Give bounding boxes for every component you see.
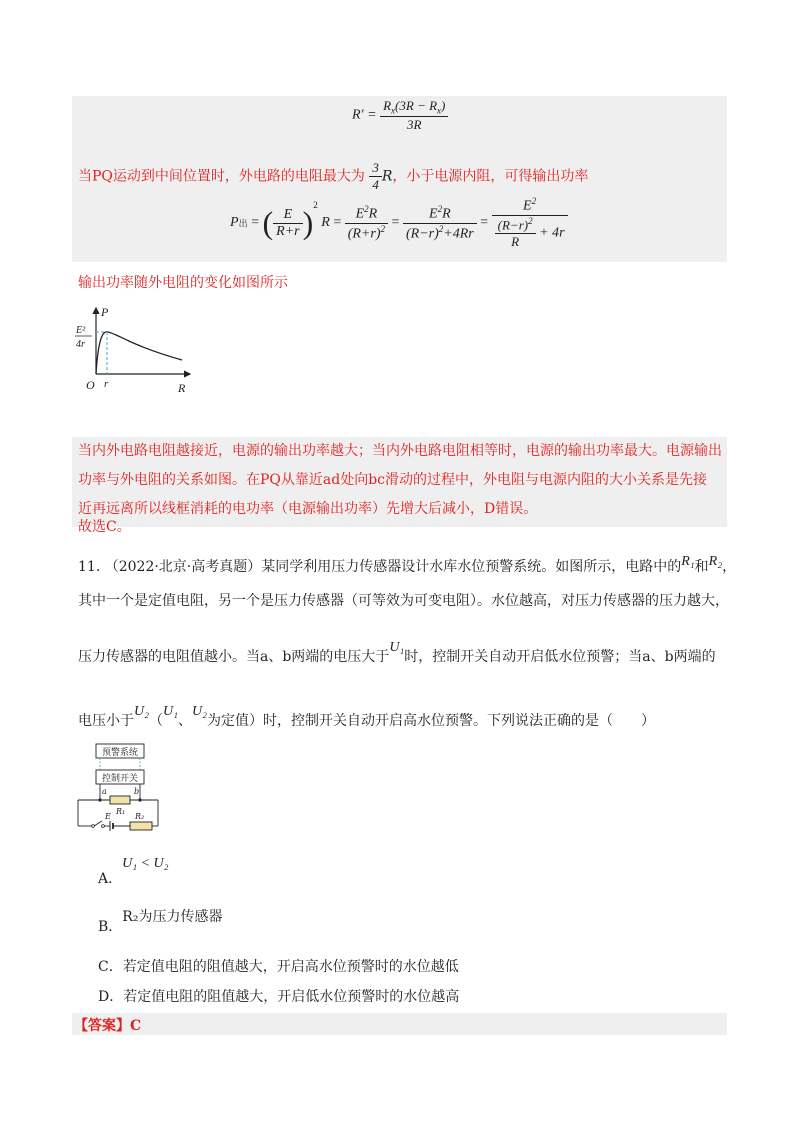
control-switch-label: 控制开关 (101, 774, 139, 784)
option-c-text: 若定值电阻的阻值越大，开启高水位预警时的水位越低 (122, 959, 459, 975)
question-number: 11. (78, 559, 101, 575)
option-b[interactable] (98, 906, 222, 936)
mid-frac-num: 3 (369, 160, 382, 177)
resistor-r1-label: R₁ (116, 807, 126, 816)
option-a-text: U₁ < U₂ (122, 856, 169, 871)
solution-mid-text: 当PQ运动到中间位置时，外电路的电阻最大为 (78, 168, 365, 185)
question-line4-b: （ (148, 713, 163, 729)
answer-line (74, 1015, 141, 1035)
question-line-1: 11. （2022·北京·高考真题）某同学利用压力传感器设计水库水位预警系统。如图所示，电路中的R₁和R₂， (78, 554, 737, 575)
symbol-u2-b: U₂ (191, 704, 207, 719)
power-resistance-graph (72, 302, 202, 402)
resistor-r1 (110, 796, 130, 804)
option-d[interactable] (98, 986, 459, 1006)
mid-frac-den: 4 (372, 177, 379, 192)
question-line1-b: 和 (694, 559, 709, 575)
conclusion-text: 故选C。 (78, 519, 131, 535)
graph-r-mark: r (104, 378, 109, 390)
question-line4-a: 电压小于 (78, 713, 134, 729)
graph-peak-denominator: 4r (76, 339, 85, 350)
option-c[interactable] (98, 956, 459, 976)
solution-line-mid (78, 160, 588, 193)
question-line4-d: 为定值）时，控制开关自动开启高水位预警。下列说法正确的是（ ） (206, 713, 655, 729)
question-line4-c: 、 (177, 713, 192, 729)
option-a-letter: A． (98, 871, 123, 887)
symbol-u1-b: U₁ (162, 704, 178, 719)
power-curve (96, 332, 182, 374)
equation-r-prime: R′ = $\frac{R_x(3R - R_x)}{3R}$ (352, 98, 448, 133)
graph-x-label: R (178, 381, 186, 395)
explanation-line-3: 近再远离所以线框消耗的电功率（电源输出功率）先增大后减小，D错误。 (78, 501, 538, 517)
symbol-u2-a: U₂ (134, 704, 149, 719)
solution-mid-tail: ，小于电源内阻，可得输出功率 (392, 168, 589, 185)
terminal-a-label: a (102, 787, 107, 796)
graph-y-label: P (101, 305, 109, 319)
question-line-4 (78, 704, 655, 730)
answer-value: C (130, 1018, 142, 1034)
resistor-r2 (130, 822, 152, 830)
battery-label: E (105, 812, 111, 821)
mid-frac-tail: R (381, 168, 393, 185)
terminal-b-label: b (134, 787, 140, 796)
graph-intro-text: 输出功率随外电阻的变化如图所示 (78, 275, 288, 291)
graph-origin-label: O (86, 378, 95, 392)
symbol-u1: U₁ (389, 640, 405, 655)
question-line-2: 其中一个是定值电阻，另一个是压力传感器（可等效为可变电阻）。水位越高，对压力传感器的压力越大， (78, 593, 729, 609)
option-c-letter: C． (98, 959, 123, 975)
symbol-r1: R₁ (681, 554, 695, 569)
question-line-3 (78, 640, 716, 666)
option-b-letter: B． (98, 919, 123, 935)
graph-peak-numerator: E² (76, 325, 86, 336)
question-line3-b: 时，控制开关自动开启低水位预警；当a、b两端的 (404, 649, 716, 665)
explanation-line-2: 功率与外电阻的关系如图。在PQ从靠近ad处向bc滑动的过程中，外电阻与电源内阻的大小关系是先接 (78, 472, 708, 488)
option-b-text: R₂为压力传感器 (122, 909, 223, 925)
equation-power: P出 = ( $\frac{E}{R+r}$ )$^2$ R = $\frac{E^2R}{(R+r)^2}$ = $\frac{E^2R}{(R-r)^2+4Rr}$ = $E^2$ $\frac{(R-r)^2}{R}$ + 4r (230, 196, 568, 250)
resistor-r2-label: R₂ (135, 812, 145, 821)
warning-system-label: 预警系统 (101, 748, 139, 758)
circuit-diagram (74, 742, 174, 838)
symbol-r2: R₂ (708, 554, 723, 569)
explanation-line-1: 当内外电路电阻越接近，电源的输出功率越大；当内外电路电阻相等时，电源的输出功率最大。电源输出 (78, 443, 722, 459)
question-line3-a: 压力传感器的电阻值越小。当a、b两端的电压大于 (78, 649, 390, 665)
answer-block (72, 1013, 727, 1035)
switch (94, 821, 102, 826)
answer-label: 【答案】 (74, 1018, 130, 1034)
option-d-letter: D． (98, 989, 124, 1005)
question-source: （2022·北京·高考真题） (104, 559, 262, 575)
option-a[interactable] (98, 856, 169, 888)
question-line1-a: 某同学利用压力传感器设计水库水位预警系统。如图所示，电路中的 (261, 559, 682, 575)
option-d-text: 若定值电阻的阻值越大，开启低水位预警时的水位越高 (123, 989, 460, 1005)
